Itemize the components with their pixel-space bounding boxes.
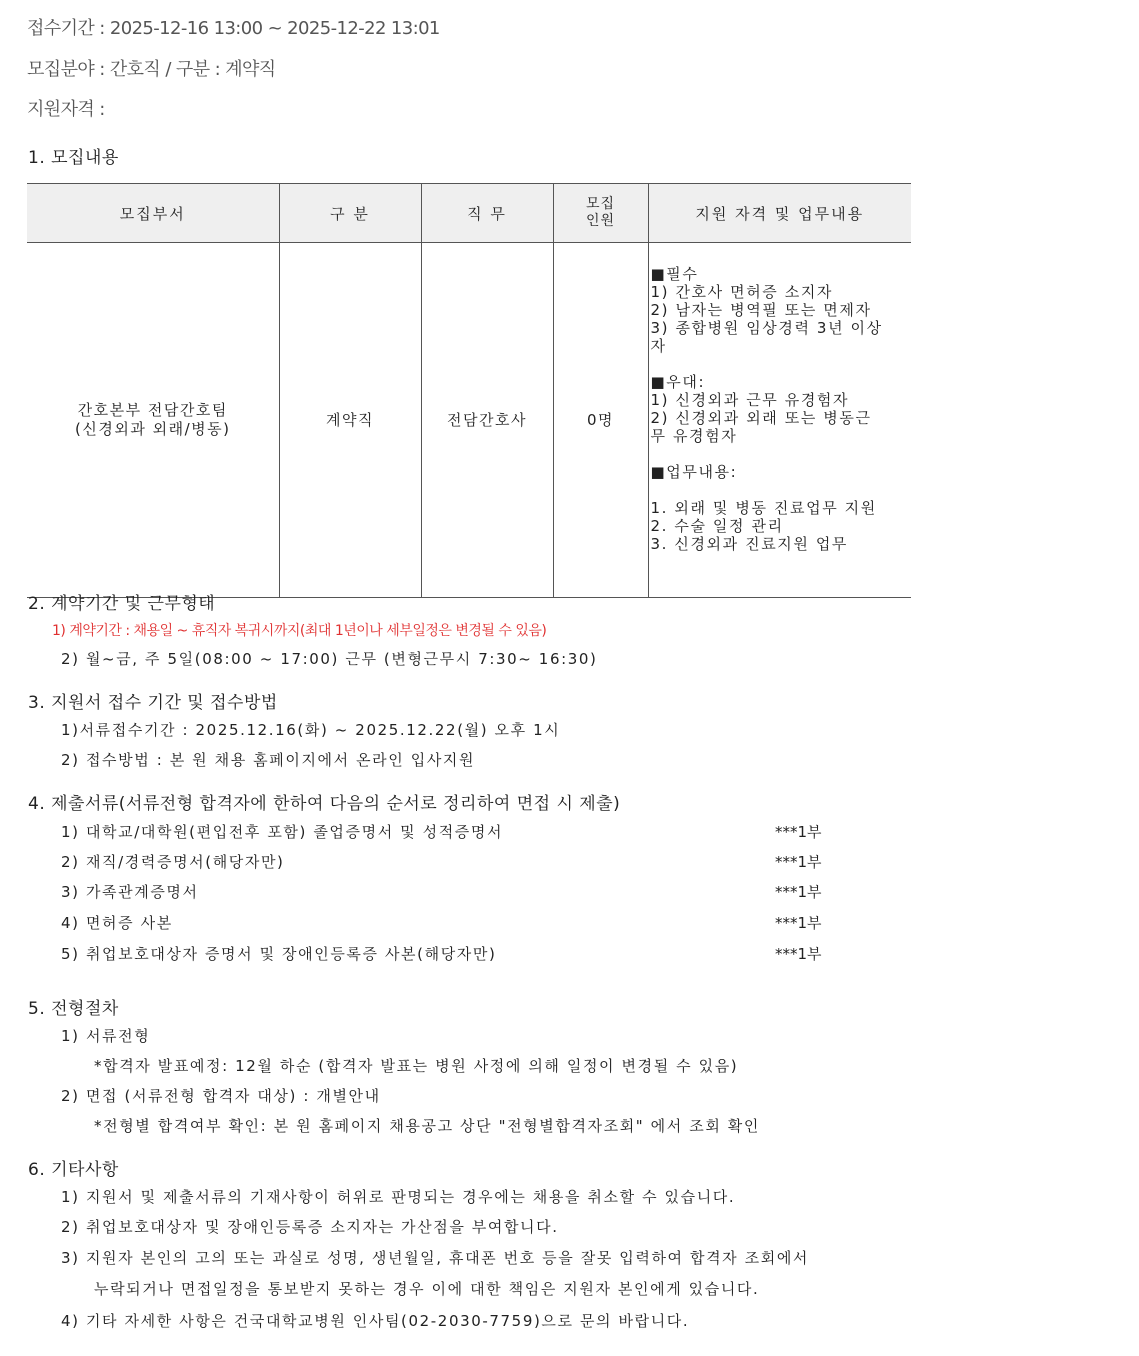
document-item: 1) 대학교/대학원(편입전후 포함) 졸업증명서 및 성적증명서 xyxy=(61,823,504,841)
preferred-item: 1) 신경외과 근무 유경험자 xyxy=(650,391,850,409)
document-item: 2) 재직/경력증명서(해당자만) xyxy=(61,853,285,871)
section1-title: 1. 모집내용 xyxy=(28,148,119,168)
duties-heading: ■업무내용: xyxy=(650,463,738,481)
section2-title: 2. 계약기간 및 근무형태 xyxy=(28,594,216,614)
interview-step: 2) 면접 (서류전형 합격자 대상) : 개별안내 xyxy=(61,1087,381,1105)
contract-period: 1) 계약기간 : 채용일 ~ 휴직자 복귀시까지(최대 1년이나 세부일정은 변경될 수 있음) xyxy=(52,623,547,639)
header-count xyxy=(553,184,648,243)
table-header-row xyxy=(27,184,911,243)
section6-title: 6. 기타사항 xyxy=(28,1160,119,1180)
cell-job: 전담간호사 xyxy=(421,243,553,598)
required-item: 자 xyxy=(650,337,667,355)
preferred-item: 2) 신경외과 외래 또는 병동근 xyxy=(650,409,872,427)
header-count-line2: 인원 xyxy=(585,213,616,229)
document-qty: ***1부 xyxy=(775,945,822,963)
header-job: 직 무 xyxy=(421,184,553,243)
document-qty: ***1부 xyxy=(775,883,822,901)
preferred-item: 무 유경험자 xyxy=(650,427,738,445)
dept-line2: (신경외과 외래/병동) xyxy=(75,420,231,438)
other-item-continued: 누락되거나 면접일정을 통보받지 못하는 경우 이에 대한 책임은 지원자 본인에게 있습니다. xyxy=(94,1280,760,1298)
screening-note: *합격자 발표예정: 12월 하순 (합격자 발표는 병원 사정에 의해 일정이 변경될 수 있음) xyxy=(94,1057,739,1075)
other-item: 2) 취업보호대상자 및 장애인등록증 소지자는 가산점을 부여합니다. xyxy=(61,1218,559,1236)
qualification-label: 지원자격 : xyxy=(27,99,105,120)
header-count-line1: 모집 xyxy=(585,196,616,212)
header-dept: 모집부서 xyxy=(27,184,279,243)
header-qualification: 지원 자격 및 업무내용 xyxy=(648,184,911,243)
document-qty: ***1부 xyxy=(775,914,822,932)
preferred-heading: ■우대: xyxy=(650,373,706,391)
other-item: 3) 지원자 본인의 고의 또는 과실로 성명, 생년월일, 휴대폰 번호 등을 잘못 입력하여 합격자 조회에서 xyxy=(61,1249,809,1267)
section3-title: 3. 지원서 접수 기간 및 접수방법 xyxy=(28,693,278,713)
document-qty: ***1부 xyxy=(775,823,822,841)
work-schedule: 2) 월~금, 주 5일(08:00 ~ 17:00) 근무 (변형근무시 7:30~ 16:30) xyxy=(61,650,598,668)
recruit-field: 모집분야 : 간호직 / 구분 : 계약직 xyxy=(27,59,276,80)
cell-dept xyxy=(27,243,279,598)
document-item: 4) 면허증 사본 xyxy=(61,914,173,932)
document-item: 5) 취업보호대상자 증명서 및 장애인등록증 사본(해당자만) xyxy=(61,945,497,963)
required-item: 2) 남자는 병역필 또는 면제자 xyxy=(650,301,872,319)
duty-item: 3. 신경외과 진료지원 업무 xyxy=(650,535,849,553)
section5-title: 5. 전형절차 xyxy=(28,999,119,1019)
duty-item: 1. 외래 및 병동 진료업무 지원 xyxy=(650,499,877,517)
application-dates: 1)서류접수기간 : 2025.12.16(화) ~ 2025.12.22(월) 오후 1시 xyxy=(61,721,561,739)
section4-title: 4. 제출서류(서류전형 합격자에 한하여 다음의 순서로 정리하여 면접 시 제출) xyxy=(28,794,621,814)
dept-line1: 간호본부 전담간호팀 xyxy=(77,401,228,419)
cell-qualification xyxy=(648,243,911,598)
document-qty: ***1부 xyxy=(775,853,822,871)
required-item: 3) 종합병원 임상경력 3년 이상 xyxy=(650,319,883,337)
required-item: 1) 간호사 면허증 소지자 xyxy=(650,283,834,301)
application-method: 2) 접수방법 : 본 원 채용 홈페이지에서 온라인 입사지원 xyxy=(61,751,476,769)
other-item: 1) 지원서 및 제출서류의 기재사항이 허위로 판명되는 경우에는 채용을 취소할 수 있습니다. xyxy=(61,1188,736,1206)
header-type: 구 분 xyxy=(279,184,421,243)
interview-note: *전형별 합격여부 확인: 본 원 홈페이지 채용공고 상단 "전형별합격자조회" 에서 조회 확인 xyxy=(94,1117,760,1135)
table-row xyxy=(27,243,911,598)
cell-type: 계약직 xyxy=(279,243,421,598)
screening-step: 1) 서류전형 xyxy=(61,1027,151,1045)
required-heading: ■필수 xyxy=(650,265,699,283)
other-item: 4) 기타 자세한 사항은 건국대학교병원 인사팀(02-2030-7759)으로 문의 바랍니다. xyxy=(61,1312,690,1330)
recruit-table xyxy=(27,183,911,598)
document-item: 3) 가족관계증명서 xyxy=(61,883,199,901)
application-period: 접수기간 : 2025-12-16 13:00 ~ 2025-12-22 13:01 xyxy=(27,18,440,39)
duty-item: 2. 수술 일정 관리 xyxy=(650,517,784,535)
cell-count: 0명 xyxy=(553,243,648,598)
